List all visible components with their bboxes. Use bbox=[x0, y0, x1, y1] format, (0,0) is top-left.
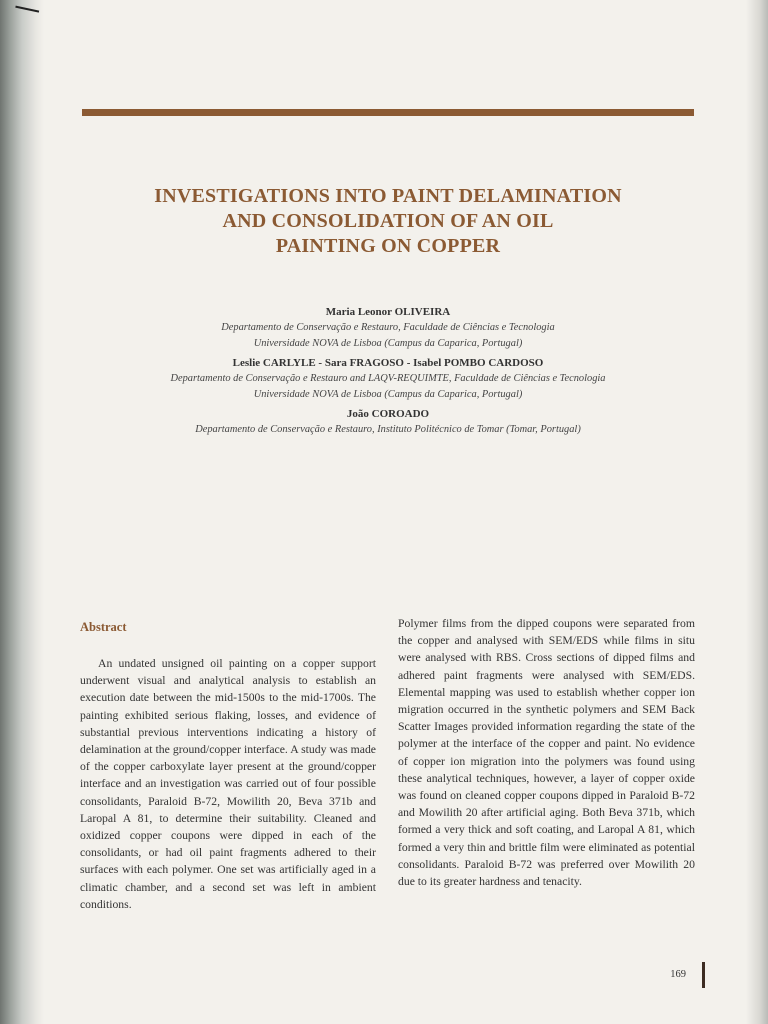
scan-spine-shadow bbox=[0, 0, 44, 1024]
author-affiliation: Universidade NOVA de Lisboa (Campus da Caparica, Portugal) bbox=[253, 338, 523, 349]
author-list bbox=[120, 304, 656, 441]
paper-title bbox=[90, 184, 686, 259]
author-name: João COROADO bbox=[346, 408, 430, 420]
title-line: AND CONSOLIDATION OF AN OIL bbox=[222, 210, 554, 232]
abstract-text-right-column: Polymer films from the dipped coupons were separated from the copper and analysed with SEM/EDS while films in situ were analysed with RBS. Cross sections of dipped films and adhered paint fragments were analysed with SEM/EDS. Elemental mapping was used to establish whether copper ion migration occurred in the synthetic polymers and SEM Back Scatter Images provided information regarding the state of the polymer at the interface of the copper and paint. No evidence of copper ion migration into the polymers was found using these analytical techniques, however, a layer of copper oxide was found on cleaned copper coupons dipped in Paraloid B-72 and Mowilith 20 after artificial aging. Both Beva 371b, which formed a very thick and soft coating, and Laropal A 81, which formed a very thin and brittle film were eliminated as potential consolidants. Paraloid B-72 was preferred over Mowilith 20 due to its greater hardness and tenacity. bbox=[398, 617, 695, 889]
author-name: Maria Leonor OLIVEIRA bbox=[325, 306, 451, 318]
title-line: PAINTING ON COPPER bbox=[275, 235, 501, 257]
page-number-bar bbox=[702, 962, 705, 988]
author-affiliation: Universidade NOVA de Lisboa (Campus da Caparica, Portugal) bbox=[253, 389, 523, 400]
author-affiliation: Departamento de Conservação e Restauro, Faculdade de Ciências e Tecnologia bbox=[221, 322, 555, 333]
author-affiliation: Departamento de Conservação e Restauro and LAQV-REQUIMTE, Faculdade de Ciências e Tecnologia bbox=[170, 373, 606, 384]
header-rule bbox=[82, 109, 694, 116]
author-block bbox=[120, 406, 656, 438]
author-block bbox=[120, 304, 656, 352]
author-affiliation: Departamento de Conservação e Restauro, Instituto Politécnico de Tomar (Tomar, Portugal) bbox=[195, 424, 581, 435]
author-block bbox=[120, 355, 656, 403]
abstract-text-left-column: An undated unsigned oil painting on a copper support underwent visual and analytical analysis to establish an execution date between the mid-1500s to the mid-1700s. The painting exhibited serious flaking, losses, and evidence of substantial previous interventions indicating a history of delamination at the ground/copper interface. A study was made of the copper carboxylate layer present at the ground/copper interface and an investigation was carried out of four possible consolidants, Paraloid B-72, Mowilith 20, Beva 371b and Laropal A 81, to determine their suitability. Cleaned and oxidized copper coupons were dipped in each of the consolidants, or had oil paint fragments adhered to their surfaces with each polymer. One set was artificially aged in a climatic chamber, and a second set was left in ambient conditions. bbox=[80, 657, 376, 911]
scan-right-edge bbox=[746, 0, 768, 1024]
page-number: 169 bbox=[670, 969, 686, 980]
title-line: INVESTIGATIONS INTO PAINT DELAMINATION bbox=[154, 185, 622, 207]
abstract-heading: Abstract bbox=[80, 620, 127, 634]
author-name: Leslie CARLYLE - Sara FRAGOSO - Isabel POMBO CARDOSO bbox=[232, 357, 544, 369]
